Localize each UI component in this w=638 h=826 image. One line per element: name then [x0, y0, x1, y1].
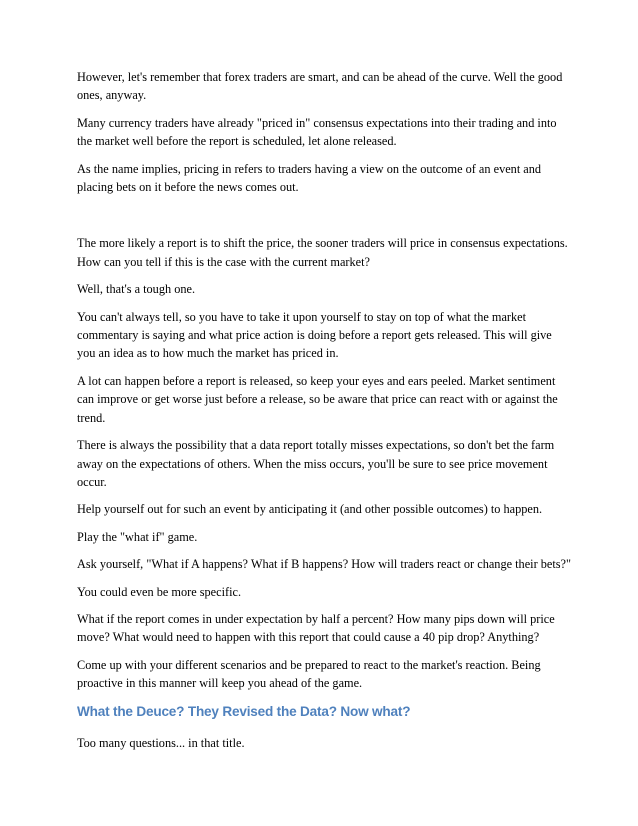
paragraph-market-sentiment: A lot can happen before a report is released, so keep your eyes and ears peeled. Market sentiment can improve or get worse just before a release, so be aware that price can react with or against the trend.	[77, 373, 558, 425]
paragraph-too-many-questions: Too many questions... in that title.	[77, 735, 245, 750]
paragraph-analysts-ahead: However, let's remember that forex traders are smart, and can be ahead of the curve. Well the good ones, anyway.	[77, 70, 563, 103]
paragraph-likely-report: The more likely a report is to shift the price, the sooner traders will price in consensus expectations. How can you tell if this is the case with the current market?	[77, 236, 568, 269]
paragraph-what-if-game: Play the "what if" game.	[77, 529, 198, 544]
document-page	[77, 68, 572, 761]
section-heading-revised-data: What the Deuce? They Revised the Data? Now what?	[77, 703, 411, 719]
paragraph-half-percent: What if the report comes in under expectation by half a percent? How many pips down will price move? What would need to happen with this report that could cause a 40 pip drop? Anything?	[77, 611, 555, 645]
paragraph-anticipate-event: Help yourself out for such an event by anticipating it (and other possible outcomes) to happen.	[77, 502, 543, 517]
paragraph-scenarios: Come up with your different scenarios and be prepared to react to the market's reaction. Being proactive in this manner will keep you ahead of the game.	[77, 657, 541, 691]
paragraph-tough-one: Well, that's a tough one.	[77, 282, 196, 297]
paragraph-priced-in: Many currency traders have already "priced in" consensus expectations into their trading and into the market well before the report is scheduled, let alone released.	[77, 115, 557, 149]
paragraph-misses-expectations: There is always the possibility that a data report totally misses expectations, so don't bet the farm away on the expectations of others. When the miss occurs, you'll be sure to see price movement occur.	[77, 438, 555, 489]
paragraph-market-commentary: You can't always tell, so you have to take it upon yourself to stay on top of what the market commentary is saying and what price action is doing before a report gets released. This will give you an idea as to how much the market has priced in.	[77, 309, 552, 361]
paragraph-ask-yourself: Ask yourself, "What if A happens? What if B happens? How will traders react or change their bets?"	[77, 557, 572, 572]
paragraph-be-specific: You could even be more specific.	[77, 584, 242, 599]
paragraph-pricing-definition: As the name implies, pricing in refers to traders having a view on the outcome of an event and placing bets on it before the news comes out.	[77, 161, 542, 195]
paragraph-gap	[77, 205, 572, 234]
